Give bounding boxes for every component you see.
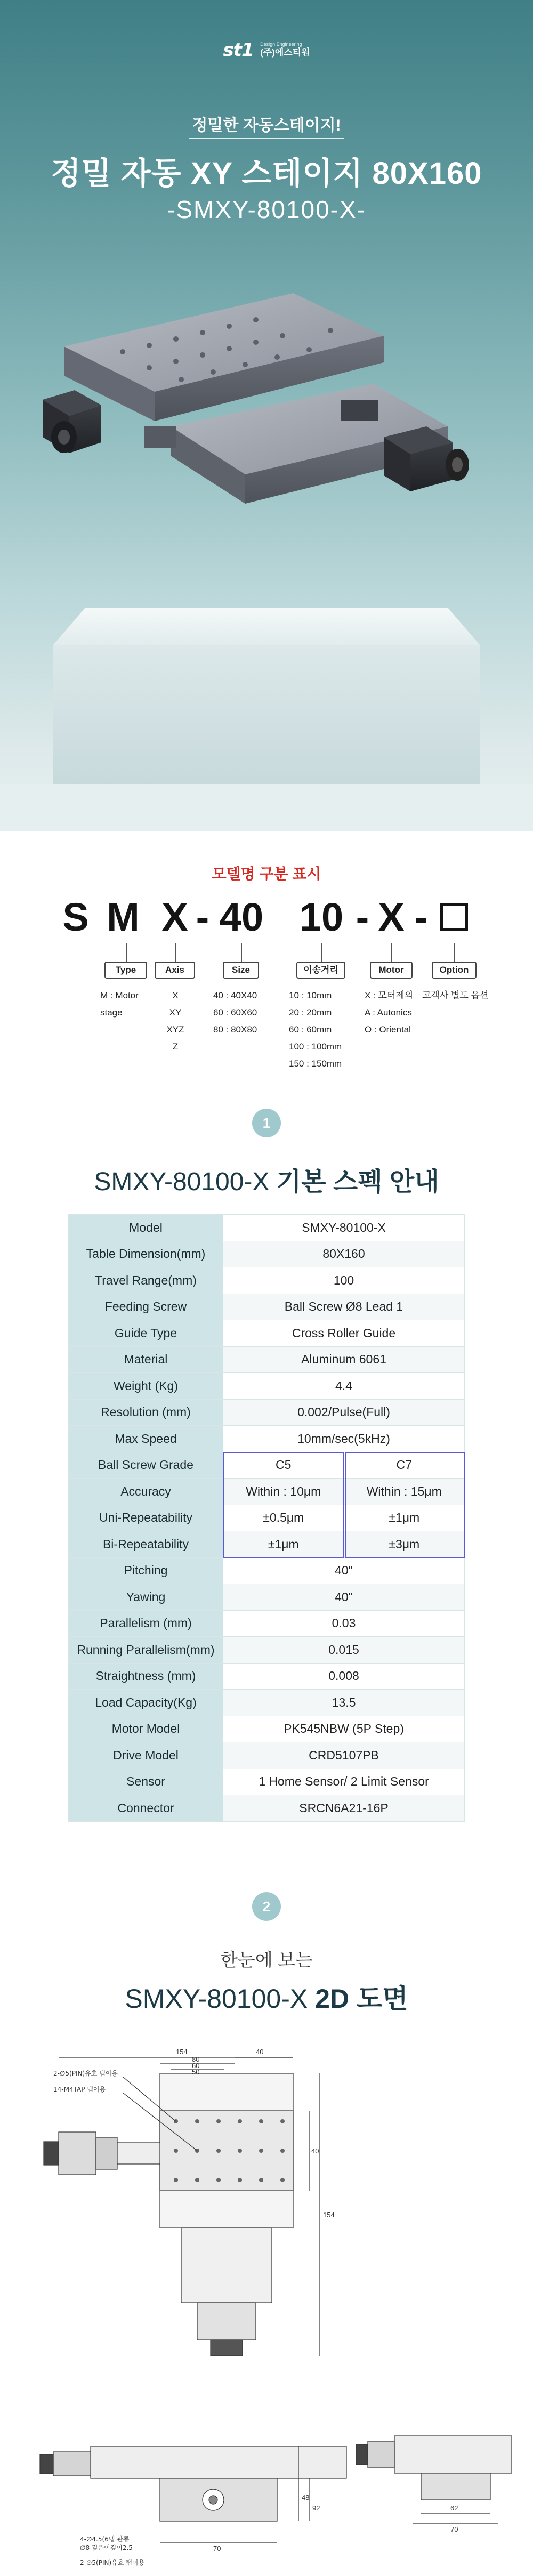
spec-label: Guide Type [69,1320,223,1347]
type-option: stage [100,1007,123,1018]
option-options [422,987,502,1004]
travel-option: 20 : 20mm [289,1007,332,1018]
table-row [69,1531,465,1558]
motor-option: A : Autonics [365,1007,412,1018]
spec-value: PK545NBW (5P Step) [223,1716,465,1742]
spec-value: 10mm/sec(5kHz) [223,1426,465,1452]
brand-logo [0,39,533,61]
code-char-travel: 10 [299,895,344,939]
table-row [69,1452,465,1479]
spec-value-c5: C5 [223,1452,344,1479]
type-option: M : Motor [100,990,139,1000]
code-char-size: 40 [219,895,264,939]
spec-value: Aluminum 6061 [223,1346,465,1373]
code-tag-travel: 이송거리 [296,962,345,979]
table-row [69,1557,465,1584]
spec-label: Running Parallelism(mm) [69,1637,223,1664]
code-tag-axis: Axis [155,962,195,979]
company-name: (주)에스티원 [260,47,310,58]
code-tag-motor: Motor [370,962,413,979]
axis-options [160,987,191,1055]
note-tap: 14-M4TAP 탭이용 [53,2086,106,2093]
table-row [69,1346,465,1373]
hero-section [0,0,533,831]
spec-title-text: 기본 스펙 안내 [276,1168,439,1196]
spec-value-c5: ±1μm [223,1531,344,1558]
type-options [100,987,159,1021]
spec-label: Bi-Repeatability [69,1531,223,1558]
spec-value-c5: ±0.5μm [223,1505,344,1531]
table-row [69,1320,465,1347]
code-stem [391,943,392,962]
code-tag-size: Size [223,962,259,979]
motor-option: O : Oriental [365,1024,411,1035]
spec-label: Model [69,1215,223,1241]
table-row [69,1663,465,1690]
spec-label: Travel Range(mm) [69,1267,223,1294]
code-char-m: M [107,895,140,939]
drawing-subtitle: 한눈에 보는 [220,1950,313,1971]
table-row [69,1795,465,1822]
code-stem [126,943,127,962]
spec-label: Material [69,1346,223,1373]
dim-width-offset: 40 [256,2048,264,2056]
spec-value-c5: Within : 10μm [223,1479,344,1505]
note-through: 4-∅4.5(6탭 관통 [80,2535,130,2543]
spec-value: 0.008 [223,1663,465,1690]
spec-value: Cross Roller Guide [223,1320,465,1347]
size-option: 40 : 40X40 [213,990,257,1000]
table-row [69,1505,465,1531]
travel-option: 10 : 10mm [289,990,332,1000]
dim-hole-spacing: 60 [192,2062,200,2070]
spec-value-c7: C7 [344,1452,465,1479]
company-small-text: Design Engineering [260,42,302,47]
code-char-motor: X [378,895,405,939]
table-row [69,1399,465,1426]
dim-bottom-height: 48 [302,2493,310,2501]
dim-height: 154 [323,2211,335,2219]
travel-option: 150 : 150mm [289,1059,342,1069]
dim-side-width: 62 [450,2504,458,2512]
table-row [69,1215,465,1241]
spec-value: 0.015 [223,1637,465,1664]
table-row [69,1637,465,1664]
motor-options [365,987,429,1038]
spec-value-c7: Within : 15μm [344,1479,465,1505]
spec-label: Pitching [69,1557,223,1584]
hero-subtitle: -SMXY-80100-X- [166,196,366,223]
table-row [69,1479,465,1505]
spec-label: Yawing [69,1584,223,1611]
spec-label: Ball Screw Grade [69,1452,223,1479]
code-stem [321,943,322,962]
spec-value: 40" [223,1557,465,1584]
spec-value: CRD5107PB [223,1742,465,1769]
spec-value: 100 [223,1267,465,1294]
spec-label: Uni-Repeatability [69,1505,223,1531]
spec-value: 13.5 [223,1690,465,1716]
code-char-s: S [62,895,89,939]
dim-hole-spacing-2: 50 [192,2068,200,2076]
spec-label: Sensor [69,1769,223,1795]
spec-value-c7: ±3μm [344,1531,465,1558]
technical-drawing [0,2041,533,2569]
hero-title: 정밀 자동 XY 스테이지 80X160 [51,156,482,191]
travel-option: 60 : 60mm [289,1024,332,1035]
axis-option: XY [169,1007,182,1018]
spec-label: Max Speed [69,1426,223,1452]
code-char-dash3: - [414,895,428,939]
size-option: 60 : 60X60 [213,1007,257,1018]
code-stem [175,943,176,962]
model-code-row [0,894,533,942]
spec-label: Table Dimension(mm) [69,1241,223,1267]
travel-option: 100 : 100mm [289,1041,342,1052]
option-option: 고객사 별도 옵션 [422,990,489,1000]
tagline-underline [189,138,344,139]
spec-value: 1 Home Sensor/ 2 Limit Sensor [223,1769,465,1795]
spec-label: Weight (Kg) [69,1373,223,1400]
note-depth: ∅8 깊은이깊이2.5 [80,2544,133,2551]
table-row [69,1742,465,1769]
axis-option: Z [172,1041,179,1052]
dim-side-width-2: 70 [450,2525,458,2533]
code-tag-option: Option [432,962,477,979]
spec-value: 40" [223,1584,465,1611]
table-row [69,1769,465,1795]
drawing-section-title [0,1977,533,2016]
spec-value: 0.03 [223,1610,465,1637]
note-pin-2: 2-∅5(PIN)유효 탭이용 [80,2559,144,2566]
spec-value: SMXY-80100-X [223,1215,465,1241]
spec-label: Connector [69,1795,223,1822]
table-row [69,1241,465,1267]
travel-options [289,987,358,1072]
axis-option: X [172,990,179,1000]
table-row [69,1716,465,1742]
table-row [69,1584,465,1611]
drawing-title-text: 2D 도면 [315,1984,408,2014]
spec-label: Load Capacity(Kg) [69,1690,223,1716]
xy-stage-product-image [43,267,490,565]
code-tag-type: Type [104,962,147,979]
dim-width-table: 80 [192,2055,200,2063]
display-pedestal [0,576,533,831]
dim-bottom-height-2: 92 [312,2504,320,2512]
spec-label: Accuracy [69,1479,223,1505]
spec-value: SRCN6A21-16P [223,1795,465,1822]
spec-value: 0.002/Pulse(Full) [223,1399,465,1426]
code-stem [454,943,455,962]
table-row [69,1373,465,1400]
dim-bottom-width: 70 [213,2545,221,2553]
code-char-dash2: - [356,895,369,939]
note-pin: 2-∅5(PIN)유효 탭이용 [53,2070,118,2077]
spec-value: Ball Screw Ø8 Lead 1 [223,1294,465,1320]
spec-label: Parallelism (mm) [69,1610,223,1637]
company-block [260,42,310,58]
table-row [69,1426,465,1452]
size-option: 80 : 80X80 [213,1024,257,1035]
hero-tagline: 정밀한 자동스테이지! [192,117,341,134]
spec-section-title [0,1161,533,1198]
dim-width-total: 154 [176,2048,188,2056]
spec-label: Motor Model [69,1716,223,1742]
code-char-axis: X [161,895,188,939]
spec-title-model: SMXY-80100-X [94,1168,270,1196]
spec-value-c7: ±1μm [344,1505,465,1531]
size-options [213,987,277,1038]
table-row [69,1267,465,1294]
spec-value: 4.4 [223,1373,465,1400]
logo-mark: st1 [223,39,254,61]
spec-label: Straightness (mm) [69,1663,223,1690]
axis-option: XYZ [166,1024,184,1035]
section-badge-2: 2 [252,1892,281,1921]
spec-label: Resolution (mm) [69,1399,223,1426]
drawing-title-model: SMXY-80100-X [125,1984,308,2014]
spec-value: 80X160 [223,1241,465,1267]
model-code-title: 모델명 구분 표시 [212,866,321,882]
motor-option: X : 모터제외 [365,990,414,1000]
table-row [69,1690,465,1716]
table-row [69,1610,465,1637]
dim-height-2: 40 [311,2147,319,2155]
spec-label: Drive Model [69,1742,223,1769]
code-option-box [440,903,468,931]
code-stem [241,943,242,962]
section-badge-1: 1 [252,1109,281,1137]
table-row [69,1294,465,1320]
code-char-dash1: - [196,895,209,939]
spec-label: Feeding Screw [69,1294,223,1320]
spec-table [68,1214,465,1822]
